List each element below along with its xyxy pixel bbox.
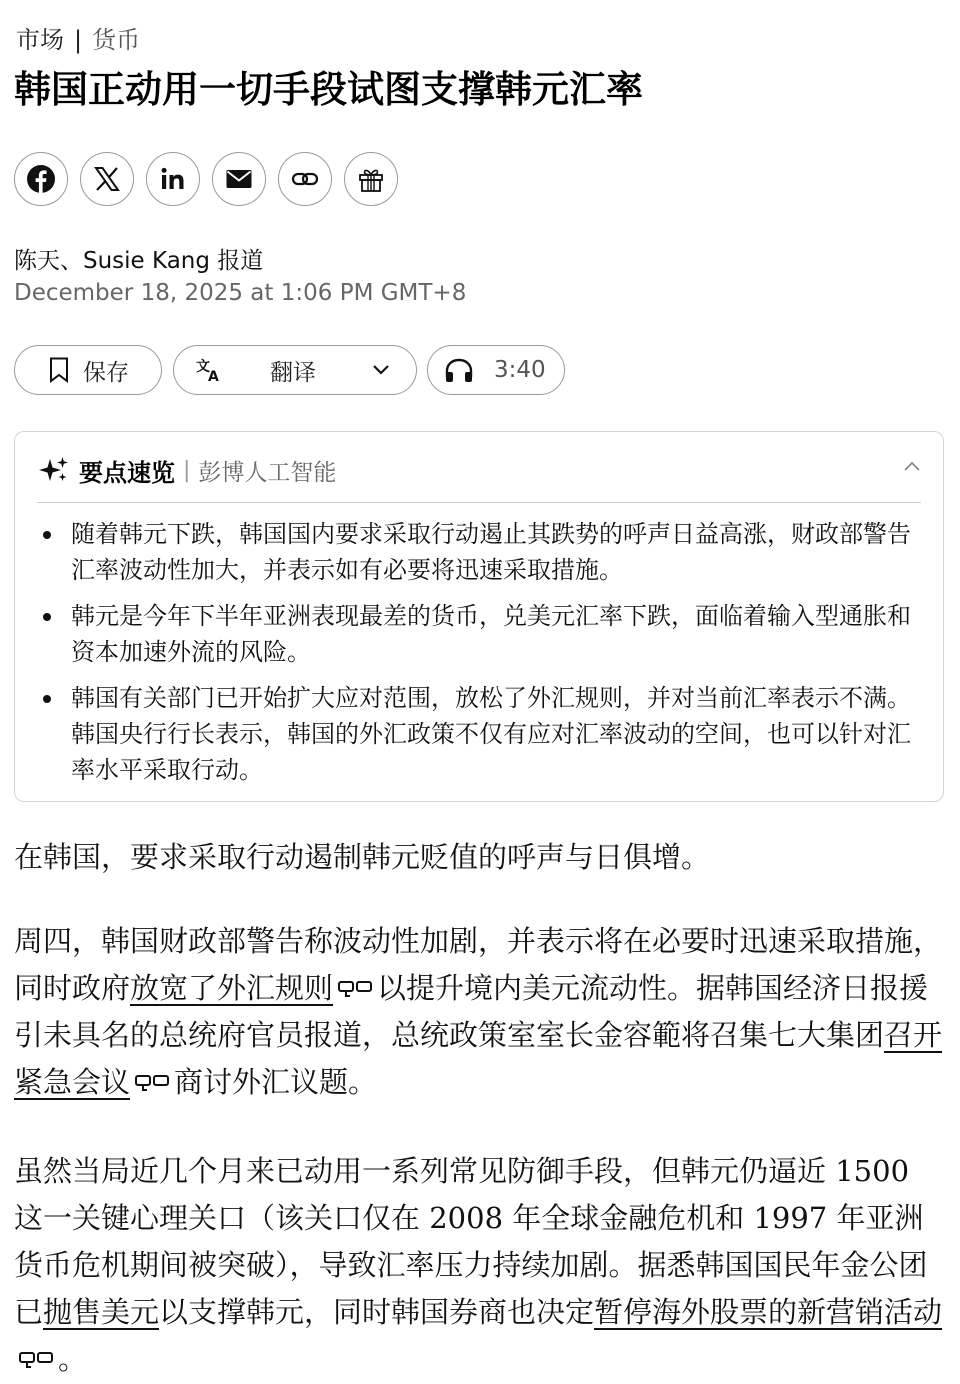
article-link[interactable]: 暂停海外股票的新营销活动 <box>594 1295 943 1329</box>
breadcrumb <box>16 20 140 55</box>
share-x-button[interactable] <box>80 152 134 206</box>
facebook-icon <box>26 164 56 194</box>
article-paragraph <box>14 918 946 1106</box>
key-point-item: 随着韩元下跌，韩国国内要求采取行动遏止其跌势的呼声日益高涨，财政部警告汇率波动性加大，并表示如有必要将迅速采取措施。 <box>41 516 921 588</box>
x-icon <box>92 164 122 194</box>
related-link-icon[interactable] <box>18 1349 54 1371</box>
key-point-item: 韩国有关部门已开始扩大应对范围，放松了外汇规则，并对当前汇率表示不满。韩国央行行长表示，韩国的外汇政策不仅有应对汇率波动的空间，也可以针对汇率水平采取行动。 <box>41 680 921 788</box>
key-points-title: 要点速览 <box>79 458 175 487</box>
listen-button[interactable] <box>427 345 565 395</box>
translate-icon <box>196 357 224 383</box>
paragraph-text: 以支撑韩元，同时韩国券商也决定 <box>159 1295 595 1329</box>
breadcrumb-subsection[interactable]: 货币 <box>92 26 141 54</box>
audio-duration: 3:40 <box>494 357 546 383</box>
translate-dropdown[interactable] <box>173 345 417 395</box>
paragraph-text: 虽然当局近几个月来已动用一系列常见防御手段，但韩元仍逼近 1500 这一关键心理关口（该关口仅在 2008 年全球金融危机和 1997 年亚洲货币危机期间被突破），导致汇率压力持续加剧。据悉韩国国民年金公团已 <box>14 1154 928 1329</box>
byline: 陈天、Susie Kang 报道 <box>14 248 264 274</box>
bookmark-icon <box>49 357 69 383</box>
publish-date: December 18, 2025 at 1:06 PM GMT+8 <box>14 280 467 306</box>
breadcrumb-separator: | <box>74 26 83 54</box>
headphones-icon <box>444 357 474 383</box>
divider <box>37 502 921 503</box>
breadcrumb-section[interactable]: 市场 <box>16 26 64 54</box>
key-point-item: 韩元是今年下半年亚洲表现最差的货币，兑美元汇率下跌，面临着输入型通胀和资本加速外流的风险。 <box>41 598 921 670</box>
key-points-separator: | <box>183 457 191 483</box>
article-paragraph <box>14 1148 946 1383</box>
key-points-panel <box>14 431 944 802</box>
save-label: 保存 <box>83 359 129 386</box>
gift-article-button[interactable] <box>344 152 398 206</box>
paragraph-text: 以提升境内美元流动性。据韩国经济日报援引未具名的总统府官员报道，总统政策室室长金容範将召集七大集团 <box>14 971 929 1052</box>
save-button[interactable] <box>14 345 162 395</box>
article-link[interactable]: 放宽了外汇规则 <box>130 971 334 1005</box>
translate-label: 翻译 <box>270 359 316 386</box>
key-points-header[interactable] <box>39 452 336 488</box>
paragraph-text: 周四，韩国财政部警告称波动性加剧，并表示将在必要时迅速采取措施，同时政府 <box>14 924 943 1005</box>
mail-icon <box>224 164 254 194</box>
key-points-list <box>41 516 921 798</box>
related-link-icon[interactable] <box>134 1072 170 1094</box>
sparkle-icon <box>39 456 69 484</box>
link-icon <box>290 164 320 194</box>
paragraph-text: 。 <box>58 1342 88 1376</box>
related-link-icon[interactable] <box>337 978 373 1000</box>
share-bar <box>14 152 398 206</box>
chevron-down-icon <box>372 360 390 378</box>
svg-text:文: 文 <box>196 359 210 375</box>
article-paragraph: 在韩国，要求采取行动遏制韩元贬值的呼声与日俱增。 <box>14 840 711 874</box>
key-points-brand: 彭博人工智能 <box>198 459 337 486</box>
share-linkedin-button[interactable] <box>146 152 200 206</box>
linkedin-icon <box>158 164 188 194</box>
share-facebook-button[interactable] <box>14 152 68 206</box>
share-email-button[interactable] <box>212 152 266 206</box>
svg-text:A: A <box>208 369 219 383</box>
article-link[interactable]: 召开紧急会议 <box>14 1018 943 1099</box>
paragraph-text: 商讨外汇议题。 <box>174 1065 378 1099</box>
gift-icon <box>356 164 386 194</box>
copy-link-button[interactable] <box>278 152 332 206</box>
headline: 韩国正动用一切手段试图支撑韩元汇率 <box>14 68 643 111</box>
chevron-up-icon[interactable] <box>903 460 921 474</box>
article-link[interactable]: 抛售美元 <box>43 1295 160 1329</box>
